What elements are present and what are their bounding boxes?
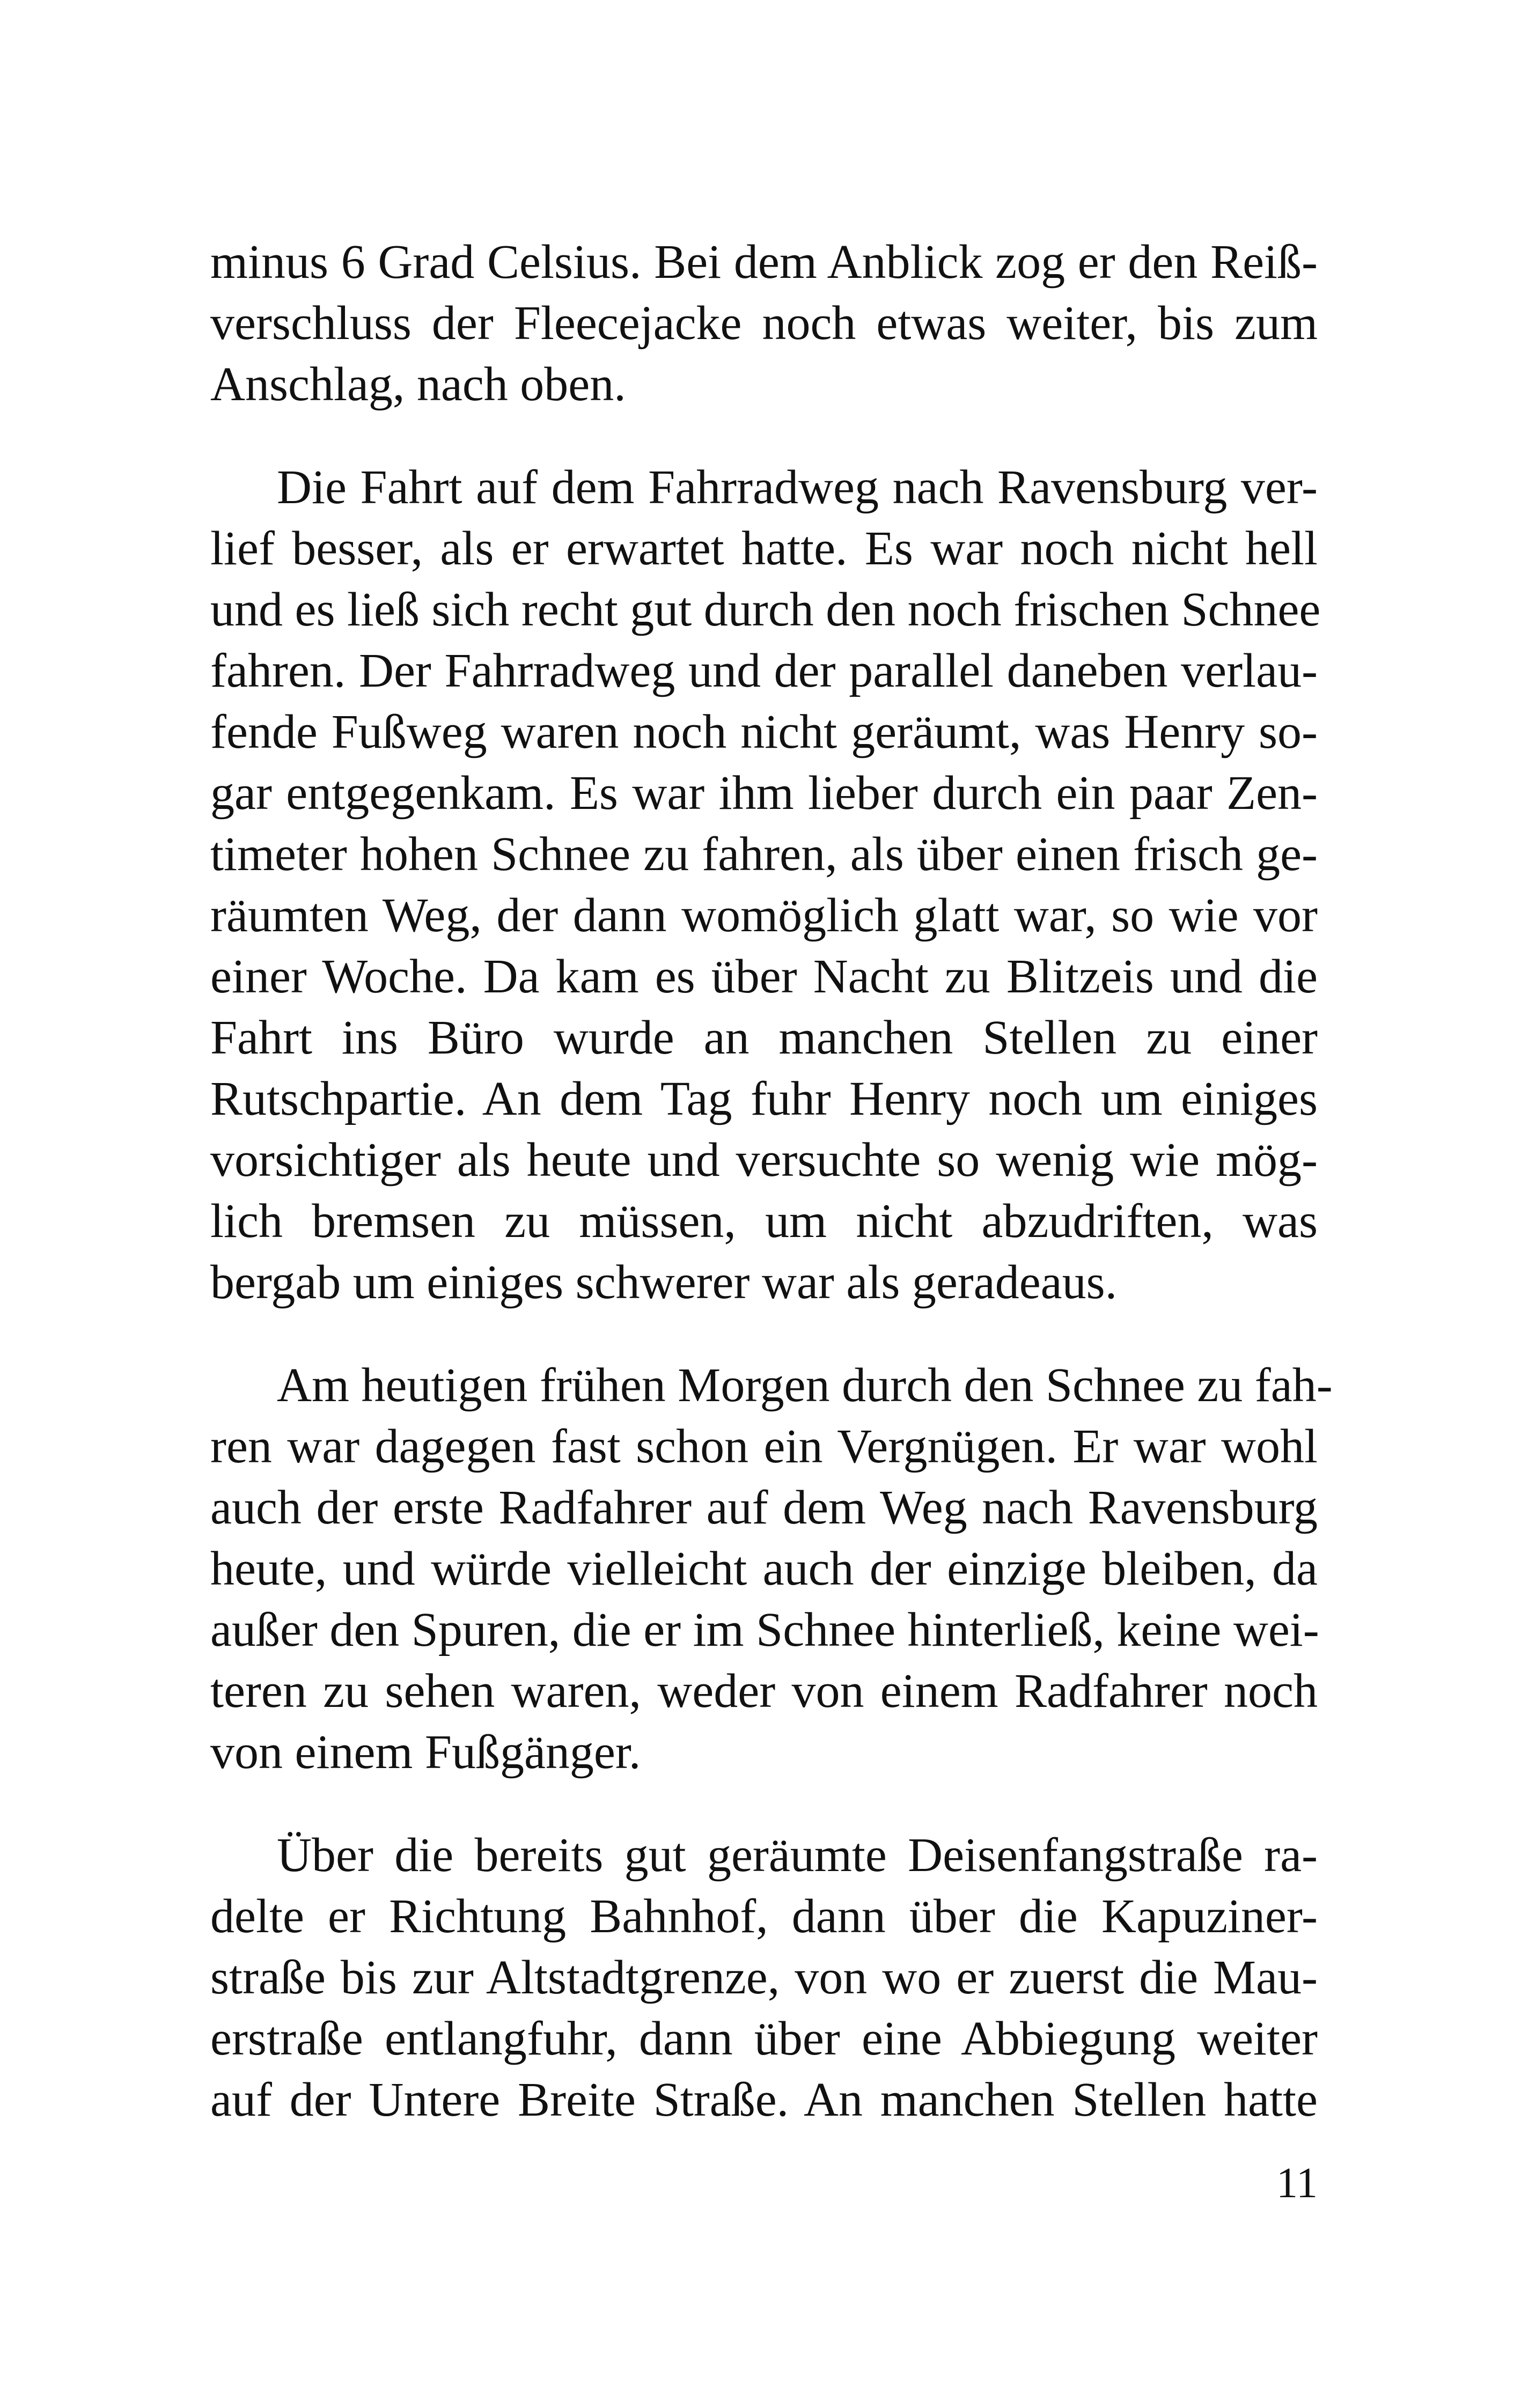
- paragraph: [210, 232, 1318, 415]
- paragraph: [210, 1825, 1318, 2131]
- text-line: Am heutigen frühen Morgen durch den Schnee zu fah-: [277, 1359, 1333, 1412]
- text-line: minus 6 Grad Celsius. Bei dem Anblick zog er den Reiß-: [210, 235, 1318, 289]
- text-line: lich bremsen zu müssen, um nicht abzudriften, was: [210, 1195, 1318, 1248]
- text-line: außer den Spuren, die er im Schnee hinterließ, keine wei-: [210, 1603, 1319, 1656]
- text-line: Über die bereits gut geräumte Deisenfangstraße ra-: [277, 1829, 1318, 1882]
- body-text: [210, 232, 1333, 2131]
- text-line: auch der erste Radfahrer auf dem Weg nach Ravensburg: [210, 1481, 1318, 1534]
- text-line: fende Fußweg waren noch nicht geräumt, was Henry so-: [210, 705, 1318, 759]
- text-line: erstraße entlangfuhr, dann über eine Abbiegung weiter: [210, 2012, 1318, 2065]
- text-line: auf der Untere Breite Straße. An manchen Stellen hatte: [210, 2073, 1318, 2126]
- text-line: straße bis zur Altstadtgrenze, von wo er zuerst die Mau-: [210, 1951, 1318, 2004]
- text-line: einer Woche. Da kam es über Nacht zu Blitzeis und die: [210, 950, 1318, 1003]
- text-line: bergab um einiges schwerer war als geradeaus.: [210, 1256, 1118, 1309]
- text-line: und es ließ sich recht gut durch den noch frischen Schnee: [210, 583, 1321, 636]
- text-line: Rutschpartie. An dem Tag fuhr Henry noch um einiges: [210, 1072, 1318, 1125]
- text-line: delte er Richtung Bahnhof, dann über die Kapuziner-: [210, 1890, 1318, 1943]
- text-line: heute, und würde vielleicht auch der einzige bleiben, da: [210, 1542, 1318, 1595]
- text-line: lief besser, als er erwartet hatte. Es war noch nicht hell: [210, 522, 1318, 575]
- paragraph-spacer: [210, 1783, 1318, 1825]
- text-line: vorsichtiger als heute und versuchte so wenig wie mög-: [210, 1133, 1318, 1187]
- text-line: Anschlag, nach oben.: [210, 358, 626, 411]
- text-line: verschluss der Fleecejacke noch etwas weiter, bis zum: [210, 297, 1318, 350]
- text-line: ren war dagegen fast schon ein Vergnügen. Er war wohl: [210, 1420, 1318, 1473]
- paragraph: [210, 1355, 1333, 1783]
- text-line: fahren. Der Fahrradweg und der parallel daneben verlau-: [210, 644, 1318, 697]
- text-line: teren zu sehen waren, weder von einem Radfahrer noch: [210, 1665, 1318, 1718]
- paragraph-spacer: [210, 1313, 1318, 1355]
- text-line: gar entgegenkam. Es war ihm lieber durch ein paar Zen-: [210, 767, 1318, 820]
- text-line: Fahrt ins Büro wurde an manchen Stellen zu einer: [210, 1011, 1318, 1064]
- text-line: räumten Weg, der dann womöglich glatt war, so wie vor: [210, 889, 1318, 942]
- text-line: Die Fahrt auf dem Fahrradweg nach Ravensburg ver-: [277, 461, 1318, 514]
- text-line: von einem Fußgänger.: [210, 1726, 641, 1779]
- paragraph: [210, 457, 1321, 1313]
- page-number: 11: [1276, 2160, 1318, 2207]
- paragraph-spacer: [210, 415, 1318, 457]
- text-line: timeter hohen Schnee zu fahren, als über einen frisch ge-: [210, 828, 1318, 881]
